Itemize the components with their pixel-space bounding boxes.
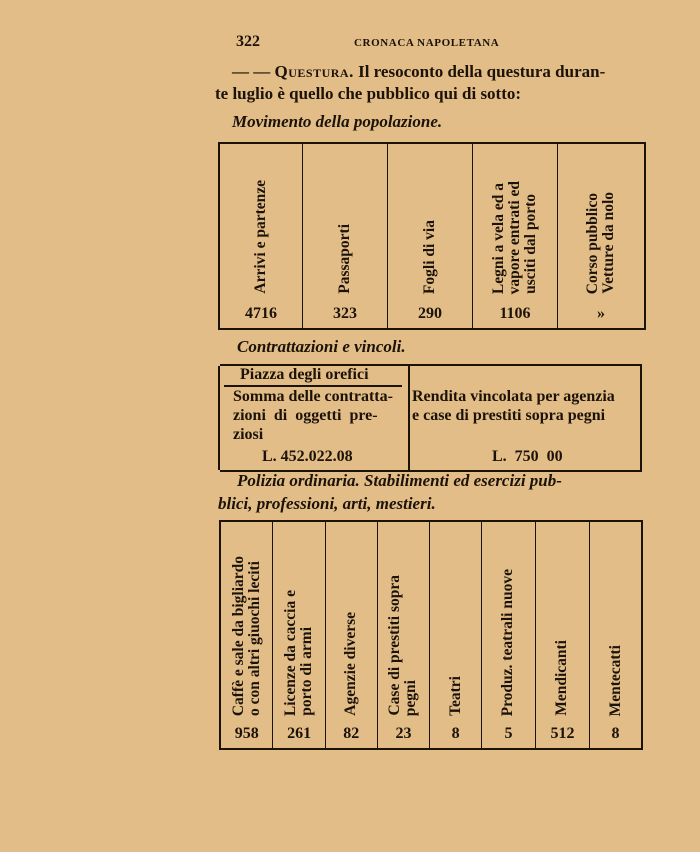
population-table — [218, 142, 646, 330]
pol-value-teatri: 8 — [451, 725, 460, 742]
pol-header-agenzie: Agenzie diverse — [342, 612, 360, 716]
pop-header-corso-2: Vetture da nolo — [600, 192, 617, 294]
intro-line-1 — [232, 62, 605, 82]
pol-header-licenze-1: Licenze da caccia e — [282, 589, 300, 716]
pop-header-legni-2: vapore entrati ed — [506, 180, 523, 294]
pol-value-licenze: 261 — [287, 725, 312, 742]
running-title: CRONACA NAPOLETANA — [354, 37, 500, 49]
pol-col-produz — [482, 521, 536, 749]
pol-col-licenze — [273, 521, 325, 749]
pol-col-mendicanti — [535, 521, 589, 749]
section1-title: Movimento della popolazione. — [232, 112, 443, 131]
pop-col-arrivi — [219, 143, 303, 329]
pol-header-case-1: Case di prestiti sopra — [386, 575, 404, 716]
pol-value-mentecatti: 8 — [611, 725, 620, 742]
section3-title-line-1: Polizia ordinaria. Stabilimenti ed esercizi pub- — [237, 471, 562, 490]
pol-value-case: 23 — [395, 725, 412, 742]
pol-value-caffe: 958 — [234, 725, 259, 742]
table-right-border — [640, 366, 642, 470]
police-table — [219, 520, 643, 750]
pop-value-passaporti: 323 — [333, 305, 357, 322]
section2-title: Contrattazioni e vincoli. — [237, 337, 406, 356]
pop-header-passaporti: Passaporti — [336, 224, 353, 294]
section3-title-line-2: blici, professioni, arti, mestieri. — [218, 494, 436, 513]
pop-header-legni-1: Legni a vela ed a — [490, 182, 507, 294]
pol-col-mentecatti — [590, 521, 642, 749]
pol-value-produz: 5 — [504, 725, 513, 742]
pol-col-case — [377, 521, 429, 749]
pol-col-agenzie — [325, 521, 377, 749]
pol-header-licenze-2: porto di armi — [298, 627, 316, 716]
pop-header-arrivi: Arrivi e partenze — [252, 180, 269, 294]
intro-line-2: te luglio è quello che pubblico qui di sotto: — [215, 84, 522, 103]
right-description — [412, 387, 615, 425]
right-line-2: e case di prestiti sopra pegni — [412, 407, 606, 424]
pol-header-teatri: Teatri — [446, 676, 464, 716]
pop-col-fogli — [388, 143, 473, 329]
pol-header-caffe-2: o con altri giuochi leciti — [245, 561, 263, 716]
pol-col-caffe — [220, 521, 273, 749]
left-line-2: zioni di oggetti pre- — [233, 407, 378, 424]
right-line-1: Rendita vincolata per agenzia — [412, 388, 615, 405]
pol-header-mendicanti: Mendicanti — [553, 640, 571, 716]
left-value: L. 452.022.08 — [262, 448, 353, 465]
pop-col-legni — [473, 143, 558, 329]
pop-value-fogli: 290 — [418, 305, 442, 322]
pol-header-case-2: pegni — [402, 679, 420, 716]
intro-dash: — — — [232, 62, 271, 81]
pol-value-agenzie: 82 — [343, 725, 360, 742]
contracts-table — [220, 364, 642, 472]
pol-header-caffe-1: Caffè e sale da bigliardo — [229, 555, 247, 716]
left-description — [233, 387, 393, 444]
pop-value-arrivi: 4716 — [245, 305, 277, 322]
pol-header-produz: Produz. teatrali nuove — [499, 568, 517, 716]
pop-header-fogli: Fogli di via — [421, 219, 438, 294]
page-number: 322 — [236, 33, 260, 50]
pop-col-passaporti — [303, 143, 388, 329]
pol-header-mentecatti: Mentecatti — [606, 644, 624, 716]
pop-header-legni-3: usciti dal porto — [522, 194, 539, 294]
pol-col-teatri — [430, 521, 482, 749]
right-value: L. 750 00 — [492, 448, 563, 465]
pol-value-mendicanti: 512 — [550, 725, 575, 742]
pop-col-corso — [558, 143, 646, 329]
left-line-3: ziosi — [233, 426, 264, 443]
pop-value-corso: » — [597, 305, 605, 322]
intro-label: Questura. — [274, 62, 354, 81]
table-left-border — [218, 366, 220, 470]
pop-header-corso-1: Corso pubblico — [584, 192, 601, 294]
table-divider — [408, 366, 410, 470]
group-header: Piazza degli orefici — [240, 366, 369, 383]
pop-value-legni: 1106 — [499, 305, 531, 322]
left-line-1: Somma delle contratta- — [233, 388, 393, 405]
intro-line1-rest: Il resoconto della questura duran- — [353, 62, 606, 81]
